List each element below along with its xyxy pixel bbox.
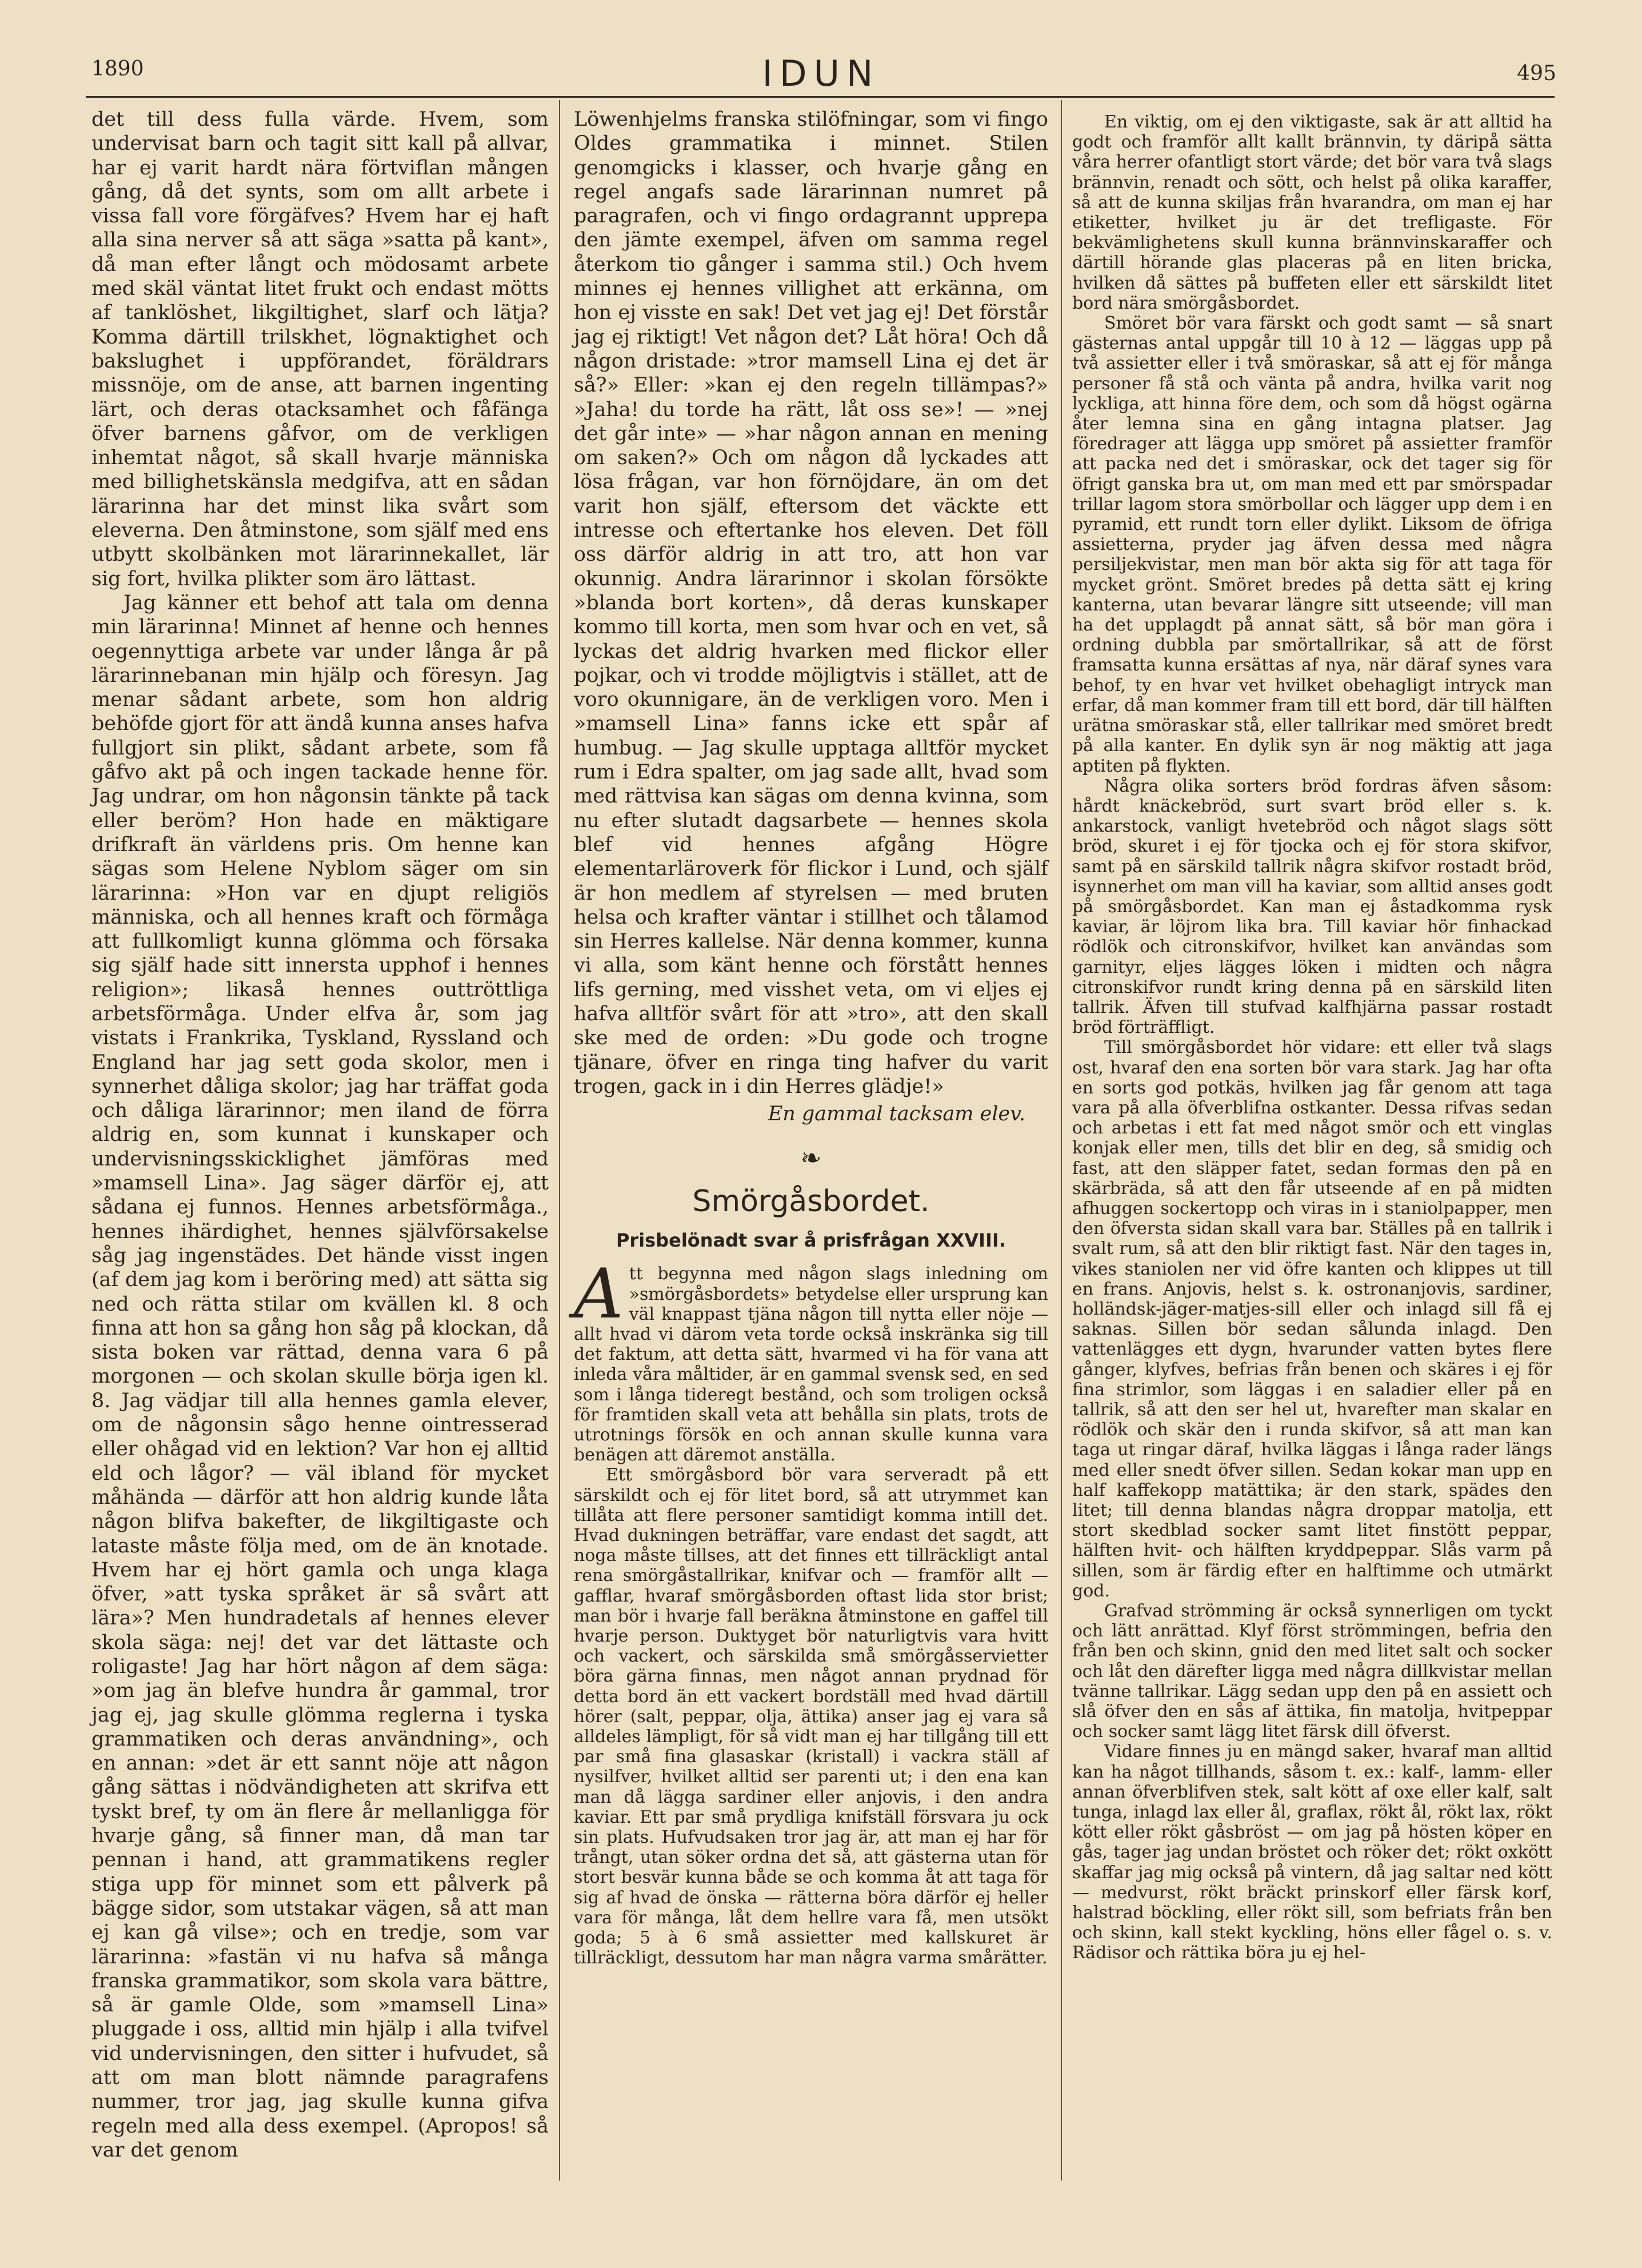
col1-paragraph-2: Jag känner ett behof att tala om denna min lärarinna! Minnet af henne och hennes oegennyttiga arbete var under långa år på lärarinnebanan min hjälp och föresyn. Jag menar sådant arbete, som hon aldrig behöfde gjort för att ändå kunna anses hafva fullgjort sin plikt, sådant arbete, som få gåfvo akt på och ingen tackade henne för. Jag undrar, om hon någonsin tänkte på tack eller beröm? Hon hade en mäktigare drifkraft än världens pris. Om henne kan sägas som Helene Nyblom säger om sin lärarinna: »Hon var en djupt religiös människa, och all hennes kraft och förmåga att fullkomligt kunna glömma och försaka sig själf hade sitt innersta upphof i hennes religion»; likaså hennes outtröttliga arbetsförmåga. Under elfva år, som jag vistats i Frankrika, Tyskland, Ryssland och England har jag sett goda skolor, men i synnerhet dåliga skolor; jag har träffat goda och dåliga lärarinnor; men iland de förra aldrig en, som kunnat i kunskaper och undervisningsskicklighet jämföras med »mamsell Lina». Jag säger därför ej, att sådana ej funnos. Hennes arbetsförmåga., hennes ihärdighet, hennes självförsakelse såg jag ingenstädes. Det hände visst ingen (af dem jag kom i beröring med) att sätta sig ned och rätta stilar om kvällen kl. 8 och finna att hon sa gång hon såg på klockan, då sista boken var rättad, denna vara 6 på morgonen — och skolan skulle börja igen kl. 8. Jag vädjar till alla hennes gamla elever, om de någonsin sågo henne ointresserad eller ohågad vid en lektion? Var hon ej alltid eld och lågor? — väl ibland för mycket måhända — därför att hon aldrig kunde låta någon blifva bakefter, de likgiltigaste och lataste måste följa med, om de än knotade. Hvem har ej hört gamla och unga klaga öfver, »att tyska språket är så svårt att lära»? Men hundradetals af hennes elever skola säga: nej! det var det lättaste och roligaste! Jag har hört någon af dem säga: »om jag än blefve hundra år gammal, tror jag ej, jag skulle glömma reglerna i tyska grammatiken och deras användning», och en annan: »det är ett sannt nöje att någon gång sättas i nödvändigheten att skrifva ett tyskt bref, ty om än flere år mellanligga för hvarje gång, så finner man, då man tar pennan i hand, att grammatikens regler stiga upp för minnet som ett pålverk på bägge sidor, som utstakar vägen, så att man ej kan gå vilse»; och en tredje, som var lärarinna: »fastän vi nu hafva så många franska grammatikor, som skola vara bättre, så är gamle Olde, som »mamsell Lina» pluggade i oss, alltid min hjälp i alla tvifvel vid undervisningen, den sitter i hufvudet, så att om man blott nämnde paragrafens nummer, tror jag, jag skulle kunna gifva regeln med alla dess exempel. (Apropos! så var det genom xyxy=(91,591,549,2162)
col2-paragraph-3: Ett smörgåsbord bör vara serveradt på ett särskildt och ej för litet bord, så att utrymmet kan tillåta att flere personer samtidigt komma intill det. Hvad dukningen beträffar, vare endast det sagdt, att noga måste tillses, att det finnes ett tillräckligt antal rena smörgåstallrikar, knifvar och — framför allt — gafflar, hvaraf smörgåsborden oftast lida stor brist; man bör i hvarje fall beräkna åtminstone en gaffel till hvarje person. Duktyget bör naturligtvis vara hvitt och vackert, och särskilda små smörgåsservietter böra gärna finnas, men något annan prydnad för detta bord än ett vackert bordställ med hvad därtill hörer (salt, peppar, olja, ättika) anser jag ej vara så alldeles lämpligt, för så vidt man ej har tillgång till ett par små fina glasaskar (kristall) i vackra ställ af nysilfver, hvilket alltid ser parenti ut; i den ena kan man då lägga sardiner eller anjovis, i den andra kaviar. Ett par små prydliga knifställ försvara ju ock sin plats. Hufvudsaken tror jag är, att man ej har för trångt, utan söker ordna det så, att gästerna utan för stort besvär kunna både se och komma åt att taga för sig af hvad de önska — rätterna böra därför ej heller vara för många, låt dem hellre vara få, men utsökt goda; 5 à 6 små assietter med kallskuret är tillräckligt, dessutom har man några varma smårätter. xyxy=(574,1465,1048,1968)
col3-paragraph-2: Smöret bör vara färskt och godt samt — så snart gästernas antal uppgår till 10 à 12 — läggas upp på två assietter eller i två smöraskar, så att ej för många personer få stå och vänta på andra, hvilka varit nog lyckliga, att hinna före dem, och som då högst ogärna åter lemna sina en gång intagna platser. Jag föredrager att lägga upp smöret på assietter framför att packa ned det i smöraskar, ock det tager sig för öfrigt ganska bra ut, om man med ett par smörspadar trillar lagom stora smörbollar och lägger upp dem i en pyramid, ett rundt torn eller dylikt. Liksom de öfriga assietterna, pryder jag äfven dessa med några persiljekvistar, men man bör akta sig för att taga för mycket grönt. Smöret bredes på detta sätt ej kring kanterna, utan bevarar längre sitt utseende; vill man ha det upplagdt på annat sätt, så bör man göra i ordning dubbla par smörtallrikar, så att de först framsatta kunna ersättas af nya, när däraf synes vara behof, ty en hvar vet hvilket obehagligt intryck man erfar, då man kommer fram till ett bord, där till hälften urätna smöraskar stå, eller tallrikar med smöret bredt på alla kanter. En dylik syn är nog mäktig att jaga aptiten på flykten. xyxy=(1072,313,1552,776)
header-rule xyxy=(86,96,1555,98)
col2-paragraph-2-text: tt begynna med någon slags inledning om »smörgåsbordets» betydelse eller ursprung kan väl knappast tjäna någon till nytta eller nöje — allt hvad vi därom veta torde också inskränka sig till det faktum, att detta sätt, hvarmed vi ha för vana att inleda våra måltider, är en gammal svensk sed, en sed som i långa tideregt bestånd, och som troligen också för framtiden skall veta att behålla sin plats, trots de utrotnings försök en och annan skulle kunna vara benägen att däremot anställa. xyxy=(574,1264,1048,1466)
article-subtitle: Prisbelönadt svar å prisfrågan XXVIII. xyxy=(616,1229,1006,1252)
column-divider-2 xyxy=(1061,100,1062,2181)
col3-paragraph-6: Vidare finnes ju en mängd saker, hvaraf man alltid kan ha något tillhands, såsom t. ex.: kalf-, lamm- eller annan öfverblifven stek, salt kött af oxe eller kalf, salt tunga, inlagd lax eller ål, graflax, rökt ål, rökt lax, rökt kött eller rökt gåsbröst — om jag på hösten köper en gås, tager jag undan bröstet och röker det; rökt oxkött skaffar jag mig också på vintern, då jag saltar ned kött — medvurst, rökt bräckt prinskorf eller färsk korf, halstrad böckling, eller rökt sill, som befriats från ben och skinn, kall stekt kyckling, höns eller fågel o. s. v. Rädisor och rättika böra ju ej hel- xyxy=(1072,1742,1552,1963)
column-2 xyxy=(574,107,1048,1968)
signature: En gammal tacksam elev. xyxy=(768,1103,1025,1126)
col3-paragraph-3: Några olika sorters bröd fordras äfven såsom: hårdt knäckebröd, surt svart bröd eller s. k. ankarstock, vanligt hvetebröd och något slags sött bröd, skuret i ej för tjocka och ej för stora skifvor, samt på en särskild tallrik några skifvor rostadt bröd, isynnerhet om man vill ha kaviar, som alltid anses godt på smörgåsbordet. Kan man ej åstadkomma rysk kaviar, är löjrom lika bra. Till kaviar hör finhackad rödlök och citronskifvor, hvilket kan användas som garnityr, eljes lägges löken i midten och några citronskifvor rundt kring denna på en särskild liten tallrik. Äfven till stufvad kalfhjärna passar rostadt bröd förträffligt. xyxy=(1072,776,1552,1038)
column-1 xyxy=(91,107,549,2162)
ornament-icon: ❧ xyxy=(800,1144,822,1173)
col3-paragraph-5: Grafvad strömming är också synnerligen om tyckt och lätt anrättad. Klyf först strömmingen, befria den från ben och skinn, gnid den med litet salt och socker och låt den därefter ligga med några dillkvistar mellan tvänne tallrikar. Lägg sedan upp den på en assiett och slå öfver den en sås af ättika, fin matolja, hvitpeppar och socker samt lägg litet färsk dill öfverst. xyxy=(1072,1601,1552,1742)
col3-paragraph-4: Till smörgåsbordet hör vidare: ett eller två slags ost, hvaraf den ena sorten bör vara stark. Jag har ofta en sorts god potkäs, hvilken jag får genom att taga vara på alla öfverblifna ostkanter. Dessa rifvas sedan och arbetas i ett fat med något smör och ett vinglas konjak eller men, tills det blir en deg, så smidig och fast, att den släpper fatet, sedan formas den på en skärbräda, så att den får utseende af en på midten afhuggen sockertopp och viras in i staniolpapper, men den öfversta sidan skall vara bar. Ställes på en tallrik i svalt rum, så att den blir riktigt fast. När den tages in, vikes staniolen ner vid öfre kanten och klippes ut till en frans. Anjovis, helst s. k. ostronanjovis, sardiner, holländsk-jäger-matjes-sill eller och inlagd sill få ej saknas. Sillen bör sedan sålunda inlagd. Den vattenlägges ett dygn, hvarunder vatten bytes flere gånger, klyfves, befrias från benen och skäres i ej för fina strimlor, som läggas i en saladier eller på en tallrik, så att den ser hel ut, hvarefter man skalar en rödlök och skär den i runda skifvor, så att man kan taga ut ringar däraf, hvilka läggas i långa rader längs med eller snedt öfver sillen. Sedan kokar man upp en half kaffekopp matättika; är den stark, spädes den litet; till denna blandas några droppar matolja, ett stort skedblad socker samt litet finstött peppar, hälften hvit- och hälften kryddpeppar. Slås varm på sillen, som är färdig efter en halftimme och utmärkt god. xyxy=(1072,1037,1552,1601)
header-year: 1890 xyxy=(91,57,144,81)
column-3 xyxy=(1072,112,1552,1963)
col1-paragraph-1: det till dess fulla värde. Hvem, som undervisat barn och tagit sitt kall på allvar, har ej varit hardt nära förtviflan mången gång, då det synts, som om allt arbete i vissa fall vore förgäfves? Hvem har ej haft alla sina nerver så att säga »satta på kant», då man efter långt och mödosamt arbete med skäl väntat litet frukt och endast mötts af tanklöshet, likgiltighet, slarf och lätja? Komma därtill trilskhet, lögnaktighet och bakslughet i uppförandet, föräldrars missnöje, om de anse, att barnen ingenting lärt, och deras otacksamhet och fåfänga öfver barnens gåfvor, om de verkligen inhemtat något, så skall hvarje människa med billighetskänsla medgifva, att en sådan lärarinna har det minst lika svårt som eleverna. Den åtminstone, som själf med ens utbytt skolbänken mot lärarinnekallet, lär sig fort, hvilka plikter som äro lättast. xyxy=(91,108,549,590)
article-title: Smörgåsbordet. xyxy=(692,1184,930,1219)
col2-paragraph-1: Löwenhjelms franska stilöfningar, som vi fingo Oldes grammatika i minnet. Stilen genomgicks i klasser, och hvarje gång en regel angafs sade lärarinnan numret på paragrafen, och vi fingo ordagrannt upprepa den jämte exempel, äfven om samma regel återkom tio gånger i samma stil.) Och hvem minnes ej hennes villighet att erkänna, om hon ej visste en sak! Det vet jag ej! Det förstår jag ej riktigt! Vet någon det? Låt höra! Och då någon dristade: »tror mamsell Lina ej det är så?» Eller: »kan ej den regeln tillämpas?» »Jaha! du torde ha rätt, låt oss se»! — »nej det går inte» — »har någon annan en mening om saken?» Och om någon då lyckades att lösa frågan, var hon förnöjdare, än om det varit hon själf, eftersom det väckte ett intresse och eftertanke hos eleven. Det föll oss därför aldrig in att tro, att hon var okunnig. Andra lärarinnor i skolan försökte »blanda bort korten», då deras kunskaper kommo till korta, men som hvar och en vet, så lyckas det aldrig hvarken med flickor eller pojkar, och vi trodde möjligtvis i stället, att de voro okunnigare, än de verkligen voro. Men i »mamsell Lina» fanns icke ett spår af humbug. — Jag skulle upptaga alltför mycket rum i Edra spalter, om jag sade allt, hvad som med rättvisa kan sägas om denna kvinna, som nu efter slutadt dagsarbete — hennes skola blef vid hennes afgång Högre elementarläroverk för flickor i Lund, och själf är hon medlem af styrelsen — med bruten helsa och krafter väntar i stillhet och tålamod sin Herres kallelse. När denna kommer, kunna vi alla, som känt henne och förstått hennes lifs gerning, med visshet veta, om vi eljes ej hafva alltför svårt för att »tro», att den skall ske med de orden: »Du gode och trogne tjänare, öfver en ringa ting hafver du varit trogen, gack in i din Herres glädje!» xyxy=(574,108,1048,1098)
page-number: 495 xyxy=(1517,62,1556,85)
col3-paragraph-1: En viktig, om ej den viktigaste, sak är att alltid ha godt och framför allt kallt brännvin, ty däripå sätta våra herrer ofantligt stort värde; det bör vara två slags brännvin, renadt och sött, och helst på olika karaffer, så att de kunna skiljas från hvarandra, om man ej har etiketter, hvilket ju är det trefligaste. För bekvämlighetens skull kunna brännvinskaraffer och därtill hörande glas placeras på en liten bricka, hvilken då sättes på buffeten eller ett särskildt litet bord nära smörgåsbordet. xyxy=(1072,112,1552,313)
column-divider-1 xyxy=(559,100,560,2181)
masthead-title: IDUN xyxy=(762,53,880,94)
drop-cap: A xyxy=(574,1255,624,1335)
col2-paragraph-2 xyxy=(574,1255,1048,1466)
